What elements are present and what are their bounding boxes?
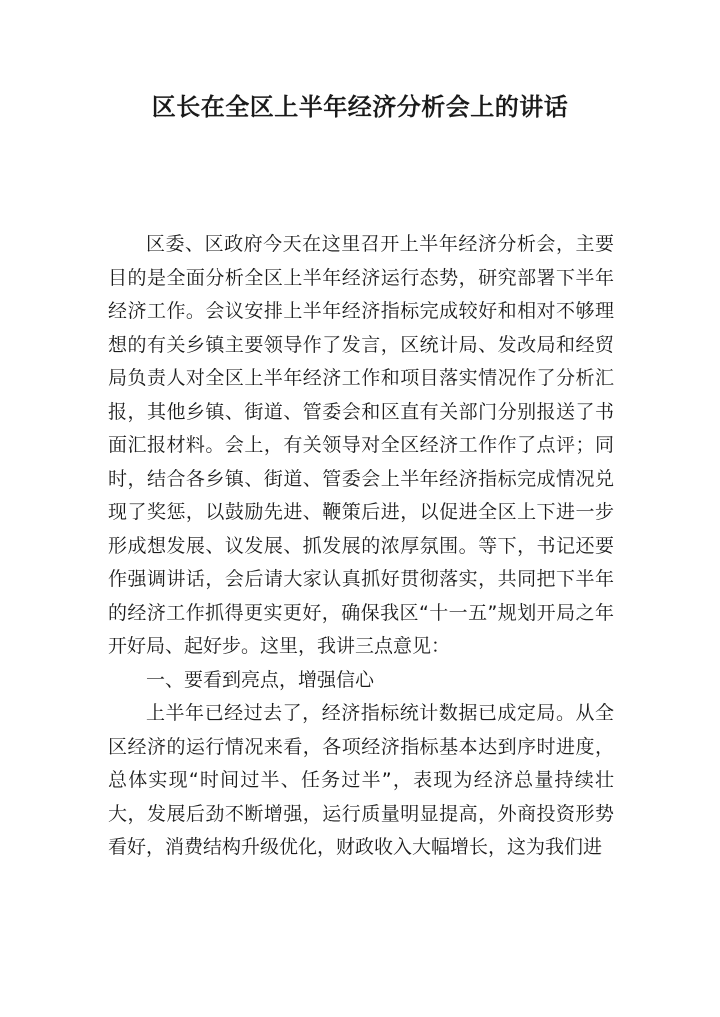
document-title: 区长在全区上半年经济分析会上的讲话	[151, 93, 569, 121]
paragraph-intro: 区委、区政府今天在这里召开上半年经济分析会，主要目的是全面分析全区上半年经济运行态势，研究部署下半年经济工作。会议安排上半年经济指标完成较好和相对不够理想的有关乡镇主要领导作了发言，区统计局、发改局和经贸局负责人对全区上半年经济工作和项目落实情况作了分析汇报，其他乡镇、街道、管委会和区直有关部门分别报送了书面汇报材料。会上，有关领导对全区经济工作作了点评；同时，结合各乡镇、街道、管委会上半年经济指标完成情况兑现了奖惩，以鼓励先进、鞭策后进，以促进全区上下进一步形成想发展、议发展、抓发展的浓厚氛围。等下，书记还要作强调讲话，会后请大家认真抓好贯彻落实，共同把下半年的经济工作抓得更实更好，确保我区“十一五”规划开局之年开好局、起好步。这里，我讲三点意见：	[108, 233, 614, 657]
paragraph-section-1: 上半年已经过去了，经济指标统计数据已成定局。从全区经济的运行情况来看，各项经济指标基本达到序时进度，总体实现“时间过半、任务过半”，表现为经济总量持续壮大，发展后劲不断增强，运行质量明显提高，外商投资形势看好，消费结构升级优化，财政收入大幅增长，这为我们进	[108, 702, 614, 858]
section-heading-1: 一、要看到亮点，增强信心	[146, 668, 375, 691]
document-body	[108, 228, 614, 865]
